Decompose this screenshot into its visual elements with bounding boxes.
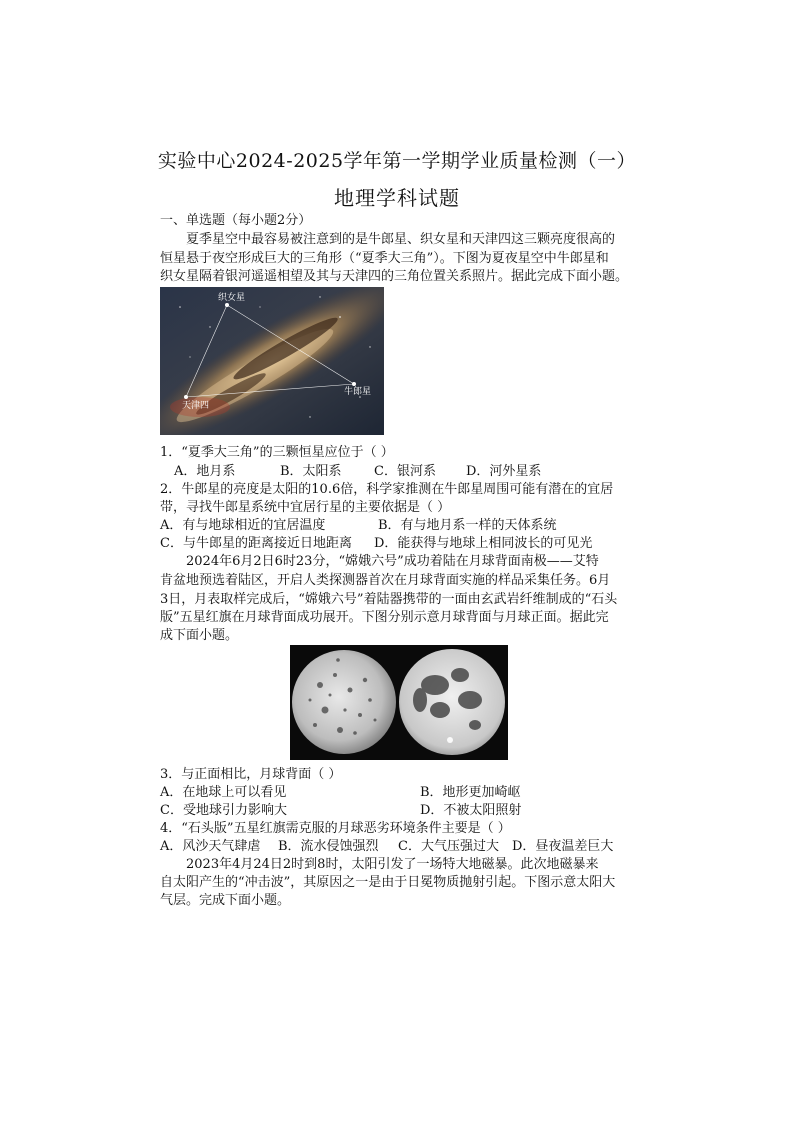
q2-option-d[interactable]: D．能获得与地球上相同波长的可见光 [374,536,593,551]
vega-label: 织女星 [218,293,246,303]
q4-option-d[interactable]: D．昼夜温差巨大 [512,839,614,854]
q2-option-a[interactable]: A．有与地球相近的宜居温度 [160,518,326,533]
altair-label: 牛郎星 [344,387,372,397]
intro2-line: 2024年6月2日6时23分，“嫦娥六号”成功着陆在月球背面南极——艾特 [186,554,599,569]
q1-option-a[interactable]: A．地月系 [174,464,236,479]
intro1-line: 夏季星空中最容易被注意到的是牛郎星、织女星和天津四这三颗亮度很高的 [186,232,616,247]
title-line-2: 地理学科试题 [334,186,460,210]
q2-option-b[interactable]: B．有与地月系一样的天体系统 [378,518,557,533]
intro1-line: 织女星隔着银河遥遥相望及其与天津四的三角位置关系照片。据此完成下面小题。 [160,269,629,284]
intro2-line: 3日，月表取样完成后，“嫦娥六号”着陆器携带的一面由玄武岩纤维制成的“石头 [160,592,618,607]
altair-star-marker [352,382,356,386]
intro2-line: 成下面小题。 [160,628,239,643]
q4-option-b[interactable]: B．流水侵蚀强烈 [278,839,379,854]
q4-option-a[interactable]: A．风沙天气肆虐 [160,839,261,854]
q1-option-c[interactable]: C．银河系 [374,464,436,479]
q4-stem: 4．“石头版”五星红旗需克服的月球恶劣环境条件主要是（ ） [160,821,511,836]
q1-option-d[interactable]: D．河外星系 [466,464,542,479]
q3-option-a[interactable]: A．在地球上可以看见 [160,785,287,800]
section-heading: 一、单选题（每小题2分） [160,213,312,228]
q2-stem-line: 2．牛郎星的亮度是太阳的10.6倍，科学家推测在牛郎星周围可能有潜在的宜居 [160,482,614,497]
intro3-line: 2023年4月24日2时到8时，太阳引发了一场特大地磁暴。此次地磁暴来 [186,857,599,872]
q3-options-row-2 [160,801,640,820]
q1-options [160,462,580,481]
intro2-line: 版”五星红旗在月球背面成功展开。下图分别示意月球背面与月球正面。据此完 [160,610,609,625]
q2-option-c[interactable]: C．与牛郎星的距离接近日地距离 [160,536,352,551]
q2-options-row-1 [160,516,640,535]
moon-far-and-near-side-photo [290,645,508,760]
deneb-star-marker [184,395,188,399]
intro3-line: 自太阳产生的“冲击波”，其原因之一是由于日冕物质抛射引起。下图示意太阳大 [160,875,616,890]
moon-far-side [292,650,396,754]
deneb-label: 天津四 [182,401,210,411]
intro2-line: 肯盆地预选着陆区，开启人类探测器首次在月球背面实施的样品采集任务。6月 [160,573,611,588]
q3-option-b[interactable]: B．地形更加崎岖 [420,785,521,800]
summer-triangle-photo [160,287,384,435]
q3-option-d[interactable]: D．不被太阳照射 [420,803,522,818]
q4-options [160,837,640,856]
moon-near-side [399,649,505,755]
q3-options-row-1 [160,783,640,802]
intro3-line: 气层。完成下面小题。 [160,893,291,908]
q2-stem-line: 带，寻找牛郎星系统中宜居行星的主要依据是（ ） [160,500,451,515]
q3-stem: 3．与正面相比，月球背面（ ） [160,767,342,782]
q4-option-c[interactable]: C．大气压强过大 [398,839,499,854]
title-line-1: 实验中心2024-2025学年第一学期学业质量检测（一） [157,150,637,172]
q3-option-c[interactable]: C．受地球引力影响大 [160,803,287,818]
vega-star-marker [225,303,229,307]
q1-stem: 1．“夏季大三角”的三颗恒星应位于（ ） [160,445,394,460]
q1-option-b[interactable]: B．太阳系 [280,464,342,479]
q2-options-row-2 [160,534,640,553]
intro1-line: 恒星悬于夜空形成巨大的三角形（“夏季大三角”）。下图为夏夜星空中牛郎星和 [160,251,609,266]
